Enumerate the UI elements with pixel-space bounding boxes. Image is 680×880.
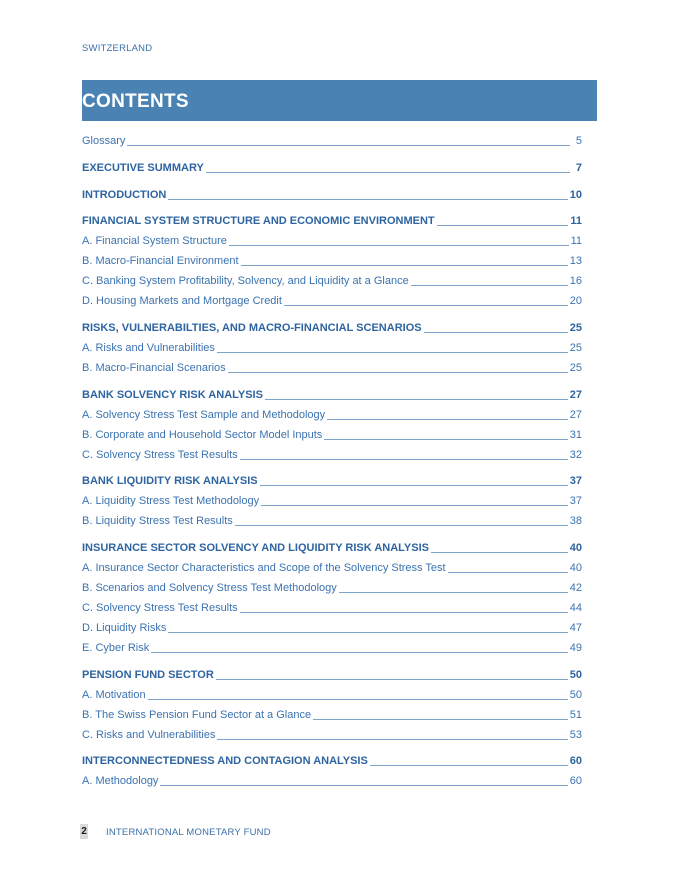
toc-leader-line	[217, 739, 567, 740]
toc-entry[interactable]	[82, 386, 582, 402]
toc-entry-title: BANK SOLVENCY RISK ANALYSIS	[82, 389, 263, 401]
toc-entry-title: E. Cyber Risk	[82, 642, 150, 654]
toc-leader-line	[327, 419, 568, 420]
toc-entry[interactable]	[82, 619, 582, 635]
toc-entry[interactable]	[82, 359, 582, 375]
toc-entry-title: B. Macro-Financial Scenarios	[82, 362, 226, 374]
toc-entry-page: 11	[570, 215, 582, 227]
toc-leader-line	[160, 785, 567, 786]
toc-entry-title: A. Liquidity Stress Test Methodology	[82, 495, 260, 507]
toc-entry-title: C. Solvency Stress Test Results	[82, 602, 238, 614]
toc-entry[interactable]	[82, 579, 582, 595]
toc-entry-page: 27	[569, 389, 582, 401]
toc-leader-line	[437, 225, 569, 226]
toc-entry-title: B. Scenarios and Solvency Stress Test Methodology	[82, 582, 337, 594]
toc-entry-title: INTERCONNECTEDNESS AND CONTAGION ANALYSIS	[82, 755, 368, 767]
toc-entry-title: INTRODUCTION	[82, 189, 167, 201]
toc-leader-line	[235, 525, 568, 526]
page-title: CONTENTS	[82, 91, 189, 112]
toc-leader-line	[370, 765, 568, 766]
toc-leader-line	[241, 265, 568, 266]
toc-entry-page: 47	[569, 622, 582, 634]
toc-entry[interactable]	[82, 446, 582, 462]
toc-leader-line	[411, 285, 568, 286]
toc-entry-title: C. Risks and Vulnerabilities	[82, 729, 216, 741]
toc-leader-line	[206, 172, 570, 173]
toc-entry[interactable]	[82, 406, 582, 422]
toc-entry[interactable]	[82, 512, 582, 528]
toc-entry-page: 25	[569, 322, 582, 334]
toc-entry-title: A. Solvency Stress Test Sample and Methodology	[82, 409, 326, 421]
toc-entry-page: 60	[569, 775, 582, 787]
toc-entry-title: A. Methodology	[82, 775, 159, 787]
toc-entry-title: A. Insurance Sector Characteristics and Scope of the Solvency Stress Test	[82, 562, 446, 574]
toc-entry-page: 40	[569, 542, 582, 554]
toc-entry[interactable]	[82, 559, 582, 575]
toc-entry-page: 25	[569, 342, 582, 354]
toc-leader-line	[240, 612, 568, 613]
toc-leader-line	[431, 552, 568, 553]
toc-entry-page: 37	[569, 495, 582, 507]
toc-entry-page: 31	[569, 429, 582, 441]
toc-entry[interactable]	[82, 272, 582, 288]
toc-entry-page: 38	[569, 515, 582, 527]
toc-leader-line	[127, 145, 570, 146]
toc-entry[interactable]	[82, 292, 582, 308]
toc-entry[interactable]	[82, 426, 582, 442]
toc-entry[interactable]	[82, 252, 582, 268]
toc-entry[interactable]	[82, 686, 582, 702]
toc-entry-page: 13	[569, 255, 582, 267]
toc-entry-page: 49	[569, 642, 582, 654]
toc-entry-title: B. Liquidity Stress Test Results	[82, 515, 233, 527]
toc-leader-line	[148, 699, 568, 700]
toc-entry-page: 50	[569, 669, 582, 681]
toc-leader-line	[240, 459, 568, 460]
toc-entry-page: 37	[569, 475, 582, 487]
toc-entry[interactable]	[82, 772, 582, 788]
toc-entry-title: B. The Swiss Pension Fund Sector at a Glance	[82, 709, 312, 721]
toc-entry-title: B. Macro-Financial Environment	[82, 255, 239, 267]
toc-entry-title: A. Risks and Vulnerabilities	[82, 342, 215, 354]
toc-entry-title: C. Banking System Profitability, Solvency, and Liquidity at a Glance	[82, 275, 409, 287]
contents-banner	[82, 80, 597, 121]
toc-leader-line	[265, 399, 568, 400]
toc-entry[interactable]	[82, 186, 582, 202]
toc-entry[interactable]	[82, 706, 582, 722]
toc-entry-page: 27	[569, 409, 582, 421]
toc-entry-page: 25	[569, 362, 582, 374]
toc-entry-page: 51	[569, 709, 582, 721]
toc-entry[interactable]	[82, 492, 582, 508]
toc-entry-page: 20	[569, 295, 582, 307]
toc-entry-page: 60	[569, 755, 582, 767]
toc-entry[interactable]	[82, 319, 582, 335]
toc-entry-title: INSURANCE SECTOR SOLVENCY AND LIQUIDITY RISK ANALYSIS	[82, 542, 429, 554]
toc-entry-page: 53	[569, 729, 582, 741]
toc-entry-title: RISKS, VULNERABILTIES, AND MACRO-FINANCIAL SCENARIOS	[82, 322, 422, 334]
toc-entry-title: FINANCIAL SYSTEM STRUCTURE AND ECONOMIC ENVIRONMENT	[82, 215, 435, 227]
toc-entry-page: 5	[575, 135, 582, 147]
toc-leader-line	[313, 719, 568, 720]
toc-entry[interactable]	[82, 726, 582, 742]
running-header-country: SWITZERLAND	[82, 43, 153, 54]
toc-leader-line	[324, 439, 567, 440]
toc-leader-line	[151, 652, 568, 653]
toc-leader-line	[260, 485, 568, 486]
toc-entry-title: A. Motivation	[82, 689, 146, 701]
toc-entry-page: 32	[569, 449, 582, 461]
toc-entry[interactable]	[82, 339, 582, 355]
toc-entry-page: 7	[575, 162, 582, 174]
toc-entry-title: EXECUTIVE SUMMARY	[82, 162, 204, 174]
toc-entry-title: B. Corporate and Household Sector Model Inputs	[82, 429, 323, 441]
toc-entry-title: BANK LIQUIDITY RISK ANALYSIS	[82, 475, 258, 487]
toc-leader-line	[168, 632, 567, 633]
toc-leader-line	[217, 352, 568, 353]
toc-entry-title: PENSION FUND SECTOR	[82, 669, 214, 681]
toc-entry-title: Glossary	[82, 135, 126, 147]
toc-leader-line	[261, 505, 568, 506]
toc-entry[interactable]	[82, 212, 582, 228]
footer-publisher: INTERNATIONAL MONETARY FUND	[106, 827, 271, 838]
toc-entry-page: 44	[569, 602, 582, 614]
toc-leader-line	[284, 305, 568, 306]
toc-entry-page: 10	[569, 189, 582, 201]
toc-entry-page: 42	[569, 582, 582, 594]
toc-entry[interactable]	[82, 472, 582, 488]
toc-entry-title: D. Housing Markets and Mortgage Credit	[82, 295, 282, 307]
toc-entry[interactable]	[82, 666, 582, 682]
toc-leader-line	[339, 592, 568, 593]
toc-entry-page: 40	[569, 562, 582, 574]
toc-leader-line	[424, 332, 568, 333]
toc-leader-line	[448, 572, 568, 573]
toc-entry[interactable]	[82, 752, 582, 768]
toc-leader-line	[168, 199, 567, 200]
toc-entry[interactable]	[82, 539, 582, 555]
toc-entry-title: D. Liquidity Risks	[82, 622, 167, 634]
toc-entry-title: C. Solvency Stress Test Results	[82, 449, 238, 461]
toc-entry-page: 50	[569, 689, 582, 701]
toc-entry[interactable]	[82, 232, 582, 248]
toc-leader-line	[229, 245, 569, 246]
toc-entry[interactable]	[82, 599, 582, 615]
toc-leader-line	[228, 372, 568, 373]
footer-page-number: 2	[81, 826, 87, 837]
toc-leader-line	[216, 679, 568, 680]
toc-entry[interactable]	[82, 639, 582, 655]
toc-entry-page: 11	[570, 235, 582, 247]
toc-entry[interactable]	[82, 132, 582, 148]
toc-entry-page: 16	[569, 275, 582, 287]
toc-entry[interactable]	[82, 159, 582, 175]
toc-entry-title: A. Financial System Structure	[82, 235, 227, 247]
